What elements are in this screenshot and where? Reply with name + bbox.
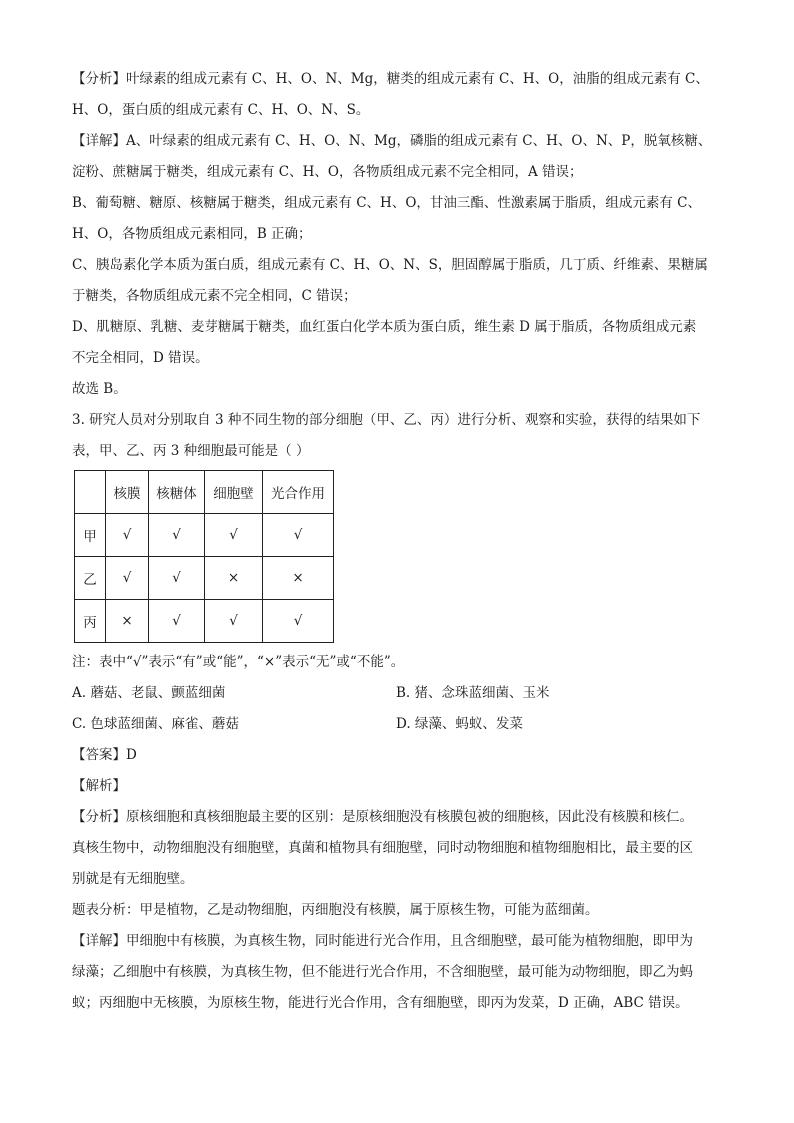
- table-header-row: [75, 471, 334, 514]
- table-header-cell: [75, 471, 106, 514]
- table-cell: ×: [205, 557, 263, 600]
- table-row: [75, 557, 334, 600]
- table-cell: ×: [106, 600, 149, 643]
- options-row: [72, 709, 722, 740]
- table-header-cell: 细胞壁: [205, 471, 263, 514]
- detail-line: 于糖类，各物质组成元素不完全相同，C 错误；: [72, 288, 357, 304]
- option-b: B. 猪、念珠蓝细菌、玉米: [396, 685, 550, 701]
- xiangjie-line: 【详解】甲细胞中有核膜，为真核生物，同时能进行光合作用，且含细胞壁，最可能为植物细胞，即甲为: [72, 933, 693, 949]
- table-header-cell: 核膜: [106, 471, 149, 514]
- question-stem: 3. 研究人员对分别取自 3 种不同生物的部分细胞（甲、乙、丙）进行分析、观察和实验，获得的结果如下: [72, 412, 701, 428]
- xiangjie-line: 蚁；丙细胞中无核膜，为原核生物，能进行光合作用，含有细胞壁，即丙为发菜，D 正确，ABC 错误。: [72, 995, 689, 1011]
- option-c: C. 色球蓝细菌、麻雀、蘑菇: [72, 716, 239, 732]
- result-table: [74, 470, 334, 643]
- options-row: [72, 678, 722, 709]
- fenxi-line: 别就是有无细胞壁。: [72, 871, 194, 887]
- detail-line: 不完全相同，D 错误。: [72, 350, 209, 366]
- table-cell: ×: [263, 557, 334, 600]
- table-header-cell: 核糖体: [149, 471, 205, 514]
- table-cell: √: [205, 600, 263, 643]
- detail-line: 淀粉、蔗糖属于糖类，组成元素有 C、H、O，各物质组成元素不完全相同，A 错误；: [72, 164, 583, 180]
- table-cell: 丙: [75, 600, 106, 643]
- table-note: 注：表中“√”表示“有”或“能”，“×”表示“无”或“不能”。: [72, 654, 405, 670]
- fenxi-line: 【分析】原核细胞和真核细胞最主要的区别：是原核细胞没有核膜包被的细胞核，因此没有核膜和核仁。: [72, 809, 693, 825]
- option-a: A. 蘑菇、老鼠、颤蓝细菌: [72, 685, 226, 701]
- table-cell: √: [149, 557, 205, 600]
- table-cell: 甲: [75, 514, 106, 557]
- table-cell: √: [149, 514, 205, 557]
- document-page: [72, 64, 722, 1019]
- table-row: [75, 514, 334, 557]
- table-cell: 乙: [75, 557, 106, 600]
- detail-line: H、O，各物质组成元素相同，B 正确；: [72, 226, 312, 242]
- table-cell: √: [205, 514, 263, 557]
- question-stem: 表，甲、乙、丙 3 种细胞最可能是（ ）: [72, 443, 310, 459]
- table-row: [75, 600, 334, 643]
- detail-line: 【详解】A、叶绿素的组成元素有 C、H、O、N、Mg，磷脂的组成元素有 C、H、O、N、P，脱氧核糖、: [72, 133, 712, 149]
- table-cell: √: [149, 600, 205, 643]
- option-d: D. 绿藻、蚂蚁、发菜: [396, 716, 523, 732]
- table-cell: √: [106, 514, 149, 557]
- fenxi-line: 真核生物中，动物细胞没有细胞壁，真菌和植物具有细胞壁，同时动物细胞和植物细胞相比，最主要的区: [72, 840, 693, 856]
- conclusion-line: 故选 B。: [72, 381, 127, 397]
- analysis-line: H、O，蛋白质的组成元素有 C、H、O、N、S。: [72, 102, 370, 118]
- xiangjie-line: 绿藻；乙细胞中有核膜，为真核生物，但不能进行光合作用，不含细胞壁，最可能为动物细胞，即乙为蚂: [72, 964, 693, 980]
- fenxi-line: 题表分析：甲是植物，乙是动物细胞，丙细胞没有核膜，属于原核生物，可能为蓝细菌。: [72, 902, 599, 918]
- table-cell: √: [263, 600, 334, 643]
- jiexi-heading: 【解析】: [72, 778, 126, 794]
- table-header-cell: 光合作用: [263, 471, 334, 514]
- answer-line: 【答案】D: [72, 747, 137, 763]
- analysis-line: 【分析】叶绿素的组成元素有 C、H、O、N、Mg，糖类的组成元素有 C、H、O，油脂的组成元素有 C、: [72, 71, 709, 87]
- detail-line: B、葡萄糖、糖原、核糖属于糖类，组成元素有 C、H、O，甘油三酯、性激素属于脂质，组成元素有 C、: [72, 195, 702, 211]
- table-cell: √: [263, 514, 334, 557]
- detail-line: D、肌糖原、乳糖、麦芽糖属于糖类，血红蛋白化学本质为蛋白质，维生素 D 属于脂质，各物质组成元素: [72, 319, 697, 335]
- detail-line: C、胰岛素化学本质为蛋白质，组成元素有 C、H、O、N、S，胆固醇属于脂质，几丁质、纤维素、果糖属: [72, 257, 708, 273]
- table-cell: √: [106, 557, 149, 600]
